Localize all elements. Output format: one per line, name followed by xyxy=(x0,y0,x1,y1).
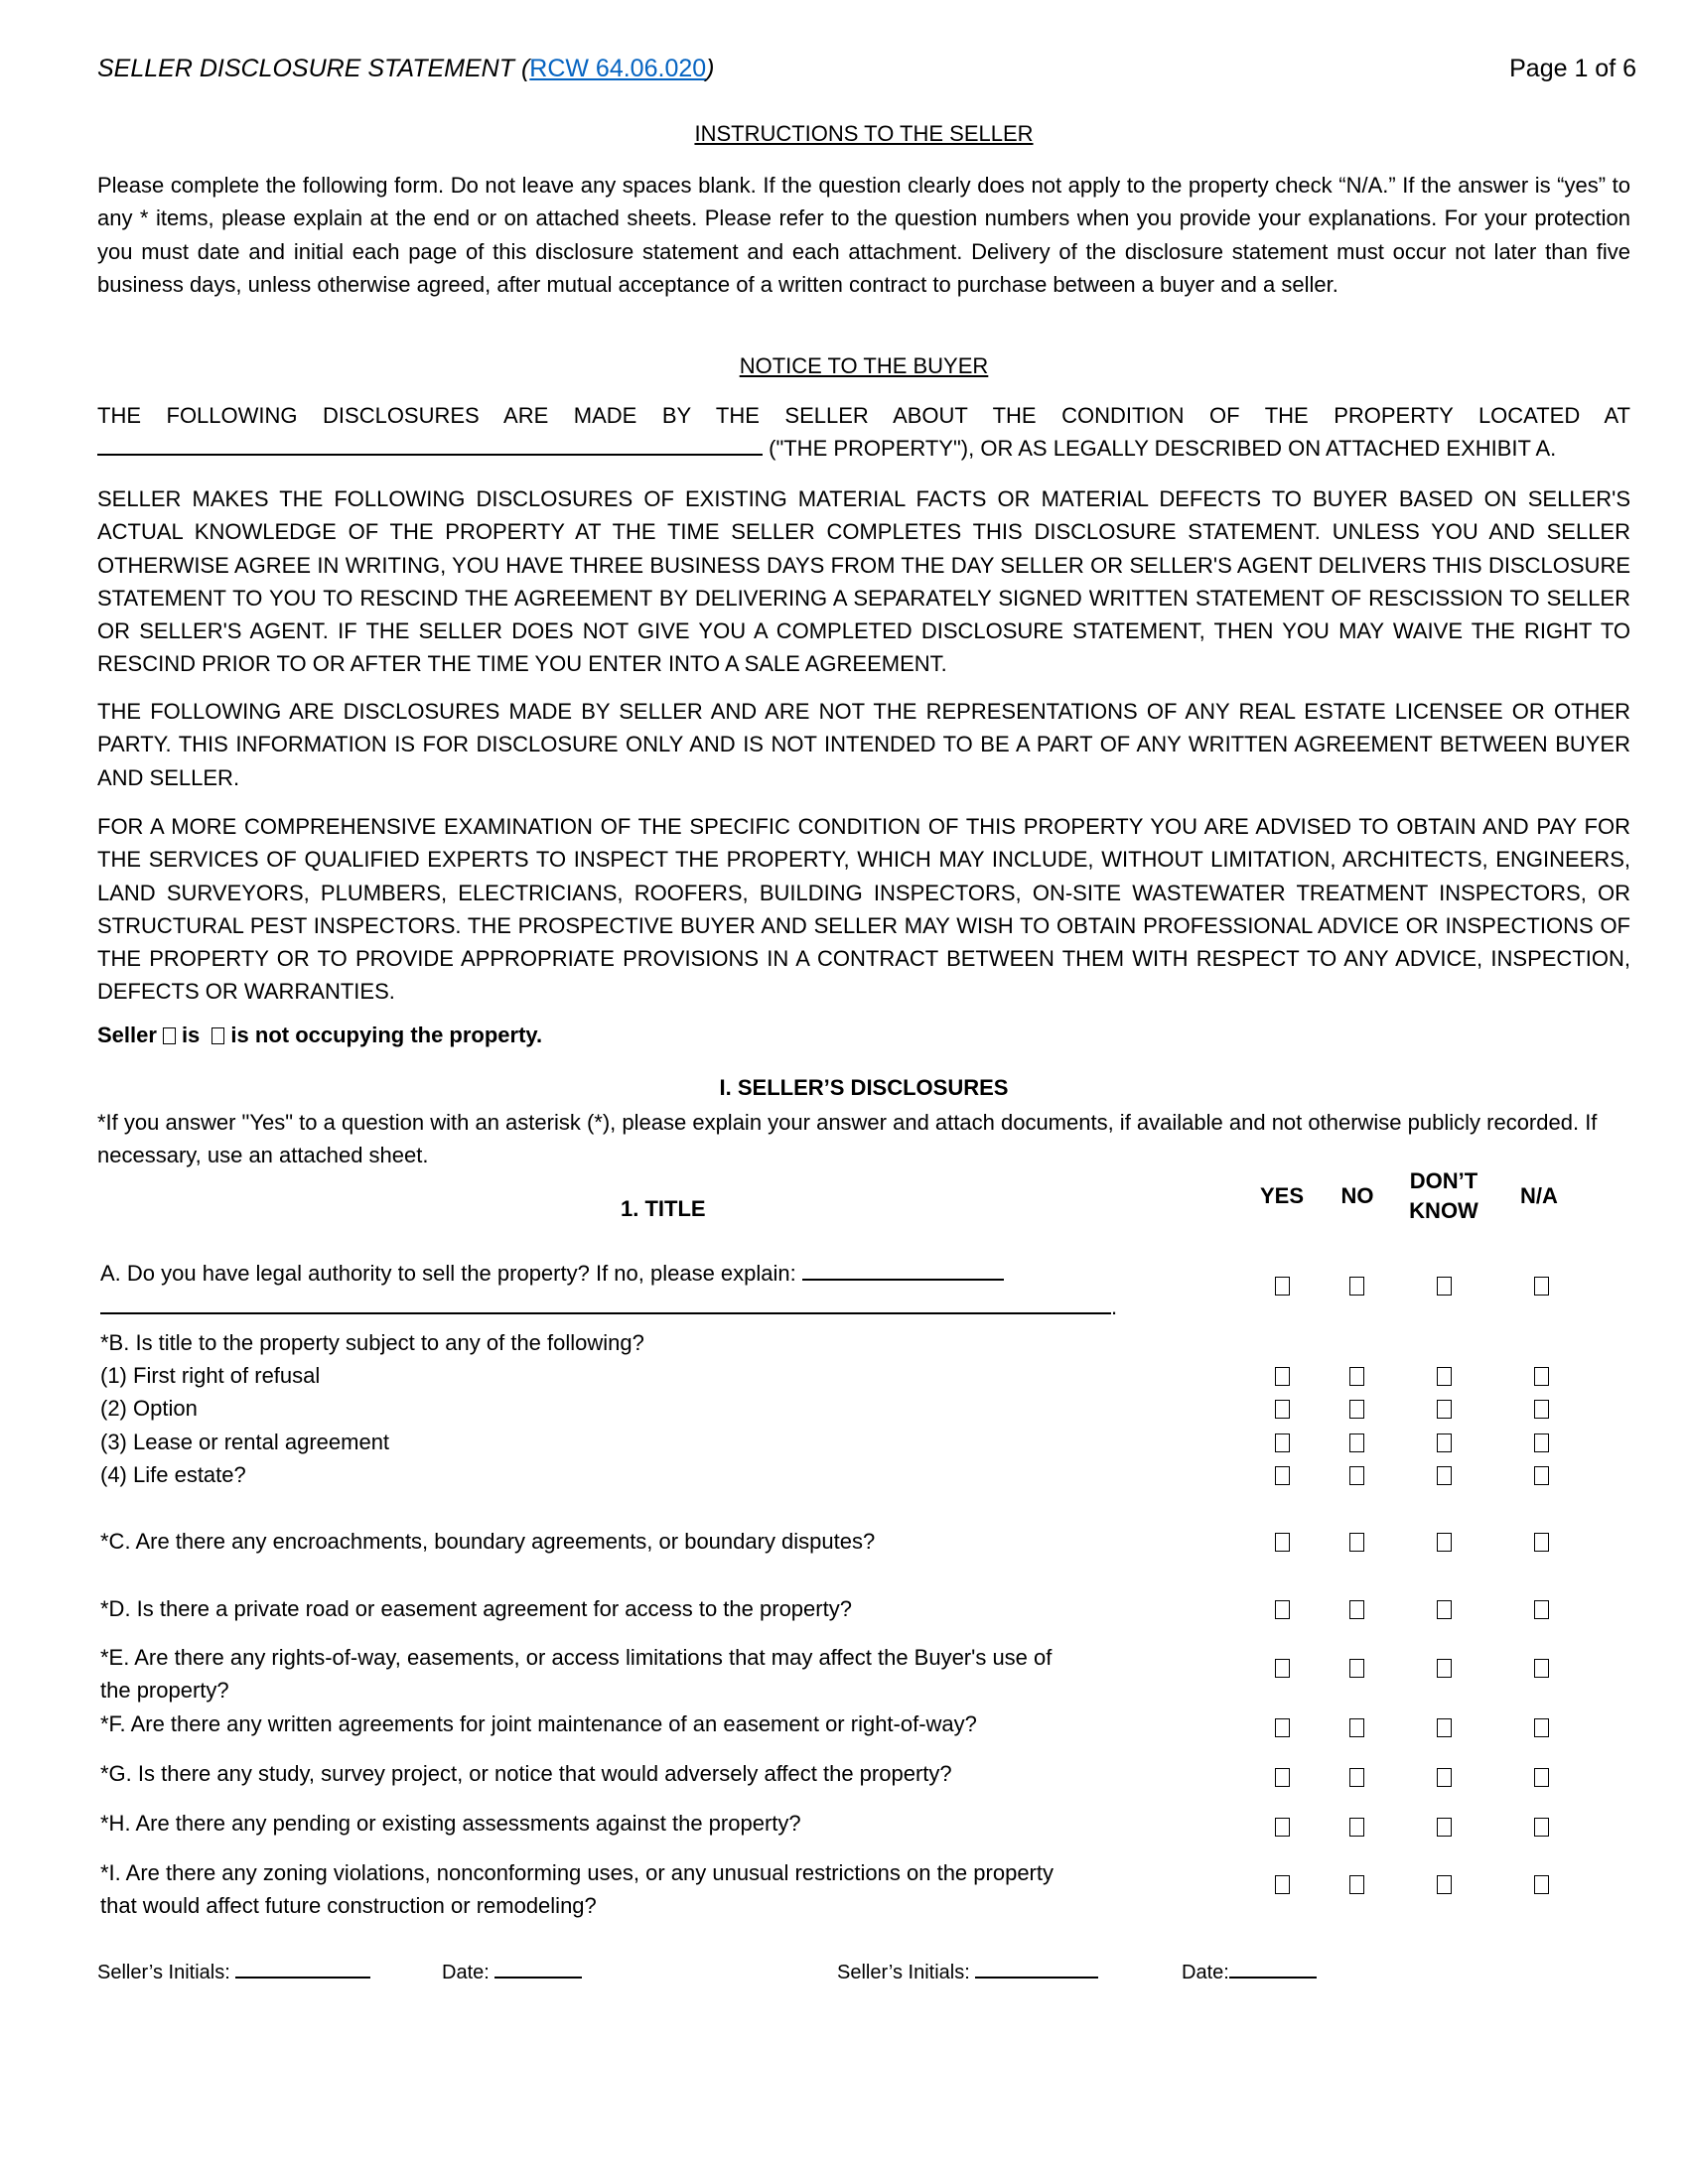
checkbox-b4-dont-know[interactable] xyxy=(1437,1466,1452,1485)
checkbox-d-na[interactable] xyxy=(1534,1600,1549,1619)
checkbox-g-dont-know[interactable] xyxy=(1437,1768,1452,1787)
checkbox-e-na[interactable] xyxy=(1534,1659,1549,1678)
checkbox-a-dont-know[interactable] xyxy=(1437,1277,1452,1296)
checkbox-b1-yes[interactable] xyxy=(1275,1367,1290,1386)
notice-p1-line2 xyxy=(97,432,1556,462)
open-paren: ( xyxy=(520,55,530,82)
initials-label-1: Seller’s Initials: xyxy=(97,1962,230,1983)
checkbox-a-yes[interactable] xyxy=(1275,1277,1290,1296)
checkbox-b3-no[interactable] xyxy=(1349,1433,1364,1452)
occupancy-is-label: is xyxy=(181,1023,201,1047)
checkbox-b4-no[interactable] xyxy=(1349,1466,1364,1485)
checkbox-b3-dont-know[interactable] xyxy=(1437,1433,1452,1452)
checkbox-b1-no[interactable] xyxy=(1349,1367,1364,1386)
footer-right xyxy=(837,1959,1098,1984)
date-label-1: Date: xyxy=(442,1962,490,1983)
occupancy-prefix: Seller xyxy=(97,1023,157,1047)
property-suffix: ("THE PROPERTY"), OR AS LEGALLY DESCRIBED ON ATTACHED EXHIBIT A. xyxy=(763,436,1557,461)
col-header-dont-know-line2: KNOW xyxy=(1409,1198,1478,1223)
initials-field-1[interactable] xyxy=(235,1959,370,1979)
checkbox-a-na[interactable] xyxy=(1534,1277,1549,1296)
question-g: *G. Is there any study, survey project, or notice that would adversely affect the property? xyxy=(100,1761,952,1786)
checkbox-f-dont-know[interactable] xyxy=(1437,1718,1452,1737)
checkbox-b4-yes[interactable] xyxy=(1275,1466,1290,1485)
checkbox-f-na[interactable] xyxy=(1534,1718,1549,1737)
footer-date-left xyxy=(442,1959,582,1984)
question-b: *B. Is title to the property subject to any of the following? xyxy=(100,1330,644,1355)
instructions-body: Please complete the following form. Do not leave any spaces blank. If the question clearly does not apply to the property check “N/A.” If the answer is “yes” to any * items, please explain at the end or on attached sheets. Please refer to the question numbers when you provide your explanations. For your protection you must date and initial each page of this disclosure statement and each attachment. Delivery of the disclosure statement must occur not later than five business days, unless otherwise agreed, after mutual acceptance of a written contract to purchase between a buyer and a seller. xyxy=(97,173,1630,297)
occupancy-line xyxy=(97,1023,542,1048)
col-header-na: N/A xyxy=(1520,1183,1558,1208)
question-i-line2: that would affect future construction or remodeling? xyxy=(100,1893,597,1918)
question-a-explain-field-1[interactable] xyxy=(802,1257,1004,1281)
occupying-checkbox[interactable] xyxy=(163,1027,176,1044)
question-b4: (4) Life estate? xyxy=(100,1462,246,1487)
footer-date-right xyxy=(1182,1959,1317,1984)
notice-p4: FOR A MORE COMPREHENSIVE EXAMINATION OF THE SPECIFIC CONDITION OF THIS PROPERTY YOU ARE ADVISED TO OBTAIN AND PAY FOR THE SERVICES OF QUALIFIED EXPERTS TO INSPECT THE PROPERTY, WHICH MAY INCLUDE, WITHOUT LIMITATION, ARCHITECTS, ENGINEERS, LAND SURVEYORS, PLUMBERS, ELECTRICIANS, ROOFERS, BUILDING INSPECTORS, ON-SITE WASTEWATER TREATMENT INSPECTORS, OR STRUCTURAL PEST INSPECTORS. THE PROSPECTIVE BUYER AND SELLER MAY WISH TO OBTAIN PROFESSIONAL ADVICE OR INSPECTIONS OF THE PROPERTY OR TO PROVIDE APPROPRIATE PROVISIONS IN A CONTRACT BETWEEN THEM WITH RESPECT TO ANY ADVICE, INSPECTION, DEFECTS OR WARRANTIES. xyxy=(97,814,1630,1005)
question-f: *F. Are there any written agreements for joint maintenance of an easement or right-of-way? xyxy=(100,1711,977,1736)
notice-p1-line1: THE FOLLOWING DISCLOSURES ARE MADE BY THE SELLER ABOUT THE CONDITION OF THE PROPERTY LOCATED AT xyxy=(97,403,1630,428)
initials-field-2[interactable] xyxy=(975,1959,1098,1979)
checkbox-h-yes[interactable] xyxy=(1275,1818,1290,1837)
date-field-2[interactable] xyxy=(1229,1959,1317,1979)
checkbox-e-dont-know[interactable] xyxy=(1437,1659,1452,1678)
col-header-no: NO xyxy=(1340,1183,1374,1208)
rcw-link[interactable]: RCW 64.06.020 xyxy=(529,55,707,82)
question-e-line1: *E. Are there any rights-of-way, easements, or access limitations that may affect the Buyer's use of xyxy=(100,1645,1053,1670)
checkbox-h-na[interactable] xyxy=(1534,1818,1549,1837)
property-address-field[interactable] xyxy=(97,432,763,456)
checkbox-b2-no[interactable] xyxy=(1349,1400,1364,1419)
group-title: 1. TITLE xyxy=(621,1196,706,1221)
close-paren: ) xyxy=(706,55,715,82)
checkbox-g-yes[interactable] xyxy=(1275,1768,1290,1787)
checkbox-g-no[interactable] xyxy=(1349,1768,1364,1787)
question-a-text: A. Do you have legal authority to sell the property? If no, please explain: xyxy=(100,1261,796,1286)
instructions-heading: INSTRUCTIONS TO THE SELLER xyxy=(694,121,1034,146)
date-field-1[interactable] xyxy=(494,1959,582,1979)
checkbox-i-na[interactable] xyxy=(1534,1875,1549,1894)
checkbox-b1-dont-know[interactable] xyxy=(1437,1367,1452,1386)
notice-p2: SELLER MAKES THE FOLLOWING DISCLOSURES OF EXISTING MATERIAL FACTS OR MATERIAL DEFECTS TO BUYER BASED ON SELLER'S ACTUAL KNOWLEDGE OF THE PROPERTY AT THE TIME SELLER COMPLETES THIS DISCLOSURE STATEMENT. UNLESS YOU AND SELLER OTHERWISE AGREE IN WRITING, YOU HAVE THREE BUSINESS DAYS FROM THE DAY SELLER OR SELLER'S AGENT DELIVERS THIS DISCLOSURE STATEMENT TO YOU TO RESCIND THE AGREEMENT BY DELIVERING A SEPARATELY SIGNED WRITTEN STATEMENT OF RESCISSION TO SELLER OR SELLER'S AGENT. IF THE SELLER DOES NOT GIVE YOU A COMPLETED DISCLOSURE STATEMENT, THEN YOU MAY WAIVE THE RIGHT TO RESCIND PRIOR TO OR AFTER THE TIME YOU ENTER INTO A SALE AGREEMENT. xyxy=(97,486,1630,677)
checkbox-c-no[interactable] xyxy=(1349,1533,1364,1552)
footer-left xyxy=(97,1959,370,1984)
checkbox-c-na[interactable] xyxy=(1534,1533,1549,1552)
checkbox-h-dont-know[interactable] xyxy=(1437,1818,1452,1837)
checkbox-b3-yes[interactable] xyxy=(1275,1433,1290,1452)
question-d: *D. Is there a private road or easement agreement for access to the property? xyxy=(100,1596,852,1621)
asterisk-note: *If you answer "Yes" to a question with an asterisk (*), please explain your answer and attach documents, if available and not otherwise publicly recorded. If necessary, use an attached sheet. xyxy=(97,1110,1598,1168)
question-c: *C. Are there any encroachments, boundary agreements, or boundary disputes? xyxy=(100,1529,876,1554)
notice-heading: NOTICE TO THE BUYER xyxy=(739,353,989,378)
checkbox-d-yes[interactable] xyxy=(1275,1600,1290,1619)
question-i-line1: *I. Are there any zoning violations, nonconforming uses, or any unusual restrictions on the property xyxy=(100,1860,1054,1885)
checkbox-a-no[interactable] xyxy=(1349,1277,1364,1296)
checkbox-b2-yes[interactable] xyxy=(1275,1400,1290,1419)
checkbox-f-yes[interactable] xyxy=(1275,1718,1290,1737)
question-b1: (1) First right of refusal xyxy=(100,1363,321,1388)
section-title: I. SELLER’S DISCLOSURES xyxy=(719,1075,1009,1100)
checkbox-b2-na[interactable] xyxy=(1534,1400,1549,1419)
checkbox-b4-na[interactable] xyxy=(1534,1466,1549,1485)
checkbox-f-no[interactable] xyxy=(1349,1718,1364,1737)
not-occupying-checkbox[interactable] xyxy=(211,1027,224,1044)
checkbox-d-dont-know[interactable] xyxy=(1437,1600,1452,1619)
question-b3: (3) Lease or rental agreement xyxy=(100,1430,390,1454)
checkbox-b1-na[interactable] xyxy=(1534,1367,1549,1386)
initials-label-2: Seller’s Initials: xyxy=(837,1962,970,1983)
occupancy-is-not-label: is not occupying the property. xyxy=(230,1023,543,1047)
checkbox-g-na[interactable] xyxy=(1534,1768,1549,1787)
page-indicator: Page 1 of 6 xyxy=(1509,55,1636,82)
checkbox-b2-dont-know[interactable] xyxy=(1437,1400,1452,1419)
question-a-line2 xyxy=(100,1291,1117,1323)
checkbox-c-yes[interactable] xyxy=(1275,1533,1290,1552)
question-e-line2: the property? xyxy=(100,1678,229,1703)
checkbox-i-yes[interactable] xyxy=(1275,1875,1290,1894)
col-header-dont-know-line1: DON’T xyxy=(1409,1168,1478,1193)
document-title xyxy=(97,55,714,83)
checkbox-b3-na[interactable] xyxy=(1534,1433,1549,1452)
checkbox-d-no[interactable] xyxy=(1349,1600,1364,1619)
checkbox-i-dont-know[interactable] xyxy=(1437,1875,1452,1894)
checkbox-e-yes[interactable] xyxy=(1275,1659,1290,1678)
checkbox-i-no[interactable] xyxy=(1349,1875,1364,1894)
col-header-yes: YES xyxy=(1259,1183,1305,1208)
title-text: SELLER DISCLOSURE STATEMENT xyxy=(97,55,514,82)
question-a-explain-field-2[interactable] xyxy=(100,1291,1111,1314)
checkbox-c-dont-know[interactable] xyxy=(1437,1533,1452,1552)
question-a xyxy=(100,1257,1004,1290)
col-header-dont-know xyxy=(1390,1166,1497,1226)
checkbox-h-no[interactable] xyxy=(1349,1818,1364,1837)
notice-p3: THE FOLLOWING ARE DISCLOSURES MADE BY SELLER AND ARE NOT THE REPRESENTATIONS OF ANY REAL ESTATE LICENSEE OR OTHER PARTY. THIS INFORMATION IS FOR DISCLOSURE ONLY AND IS NOT INTENDED TO BE A PART OF ANY WRITTEN AGREEMENT BETWEEN BUYER AND SELLER. xyxy=(97,699,1630,790)
question-h: *H. Are there any pending or existing assessments against the property? xyxy=(100,1811,801,1836)
question-a-end: . xyxy=(1111,1295,1118,1319)
checkbox-e-no[interactable] xyxy=(1349,1659,1364,1678)
date-label-2: Date: xyxy=(1182,1962,1229,1983)
question-b2: (2) Option xyxy=(100,1396,198,1421)
